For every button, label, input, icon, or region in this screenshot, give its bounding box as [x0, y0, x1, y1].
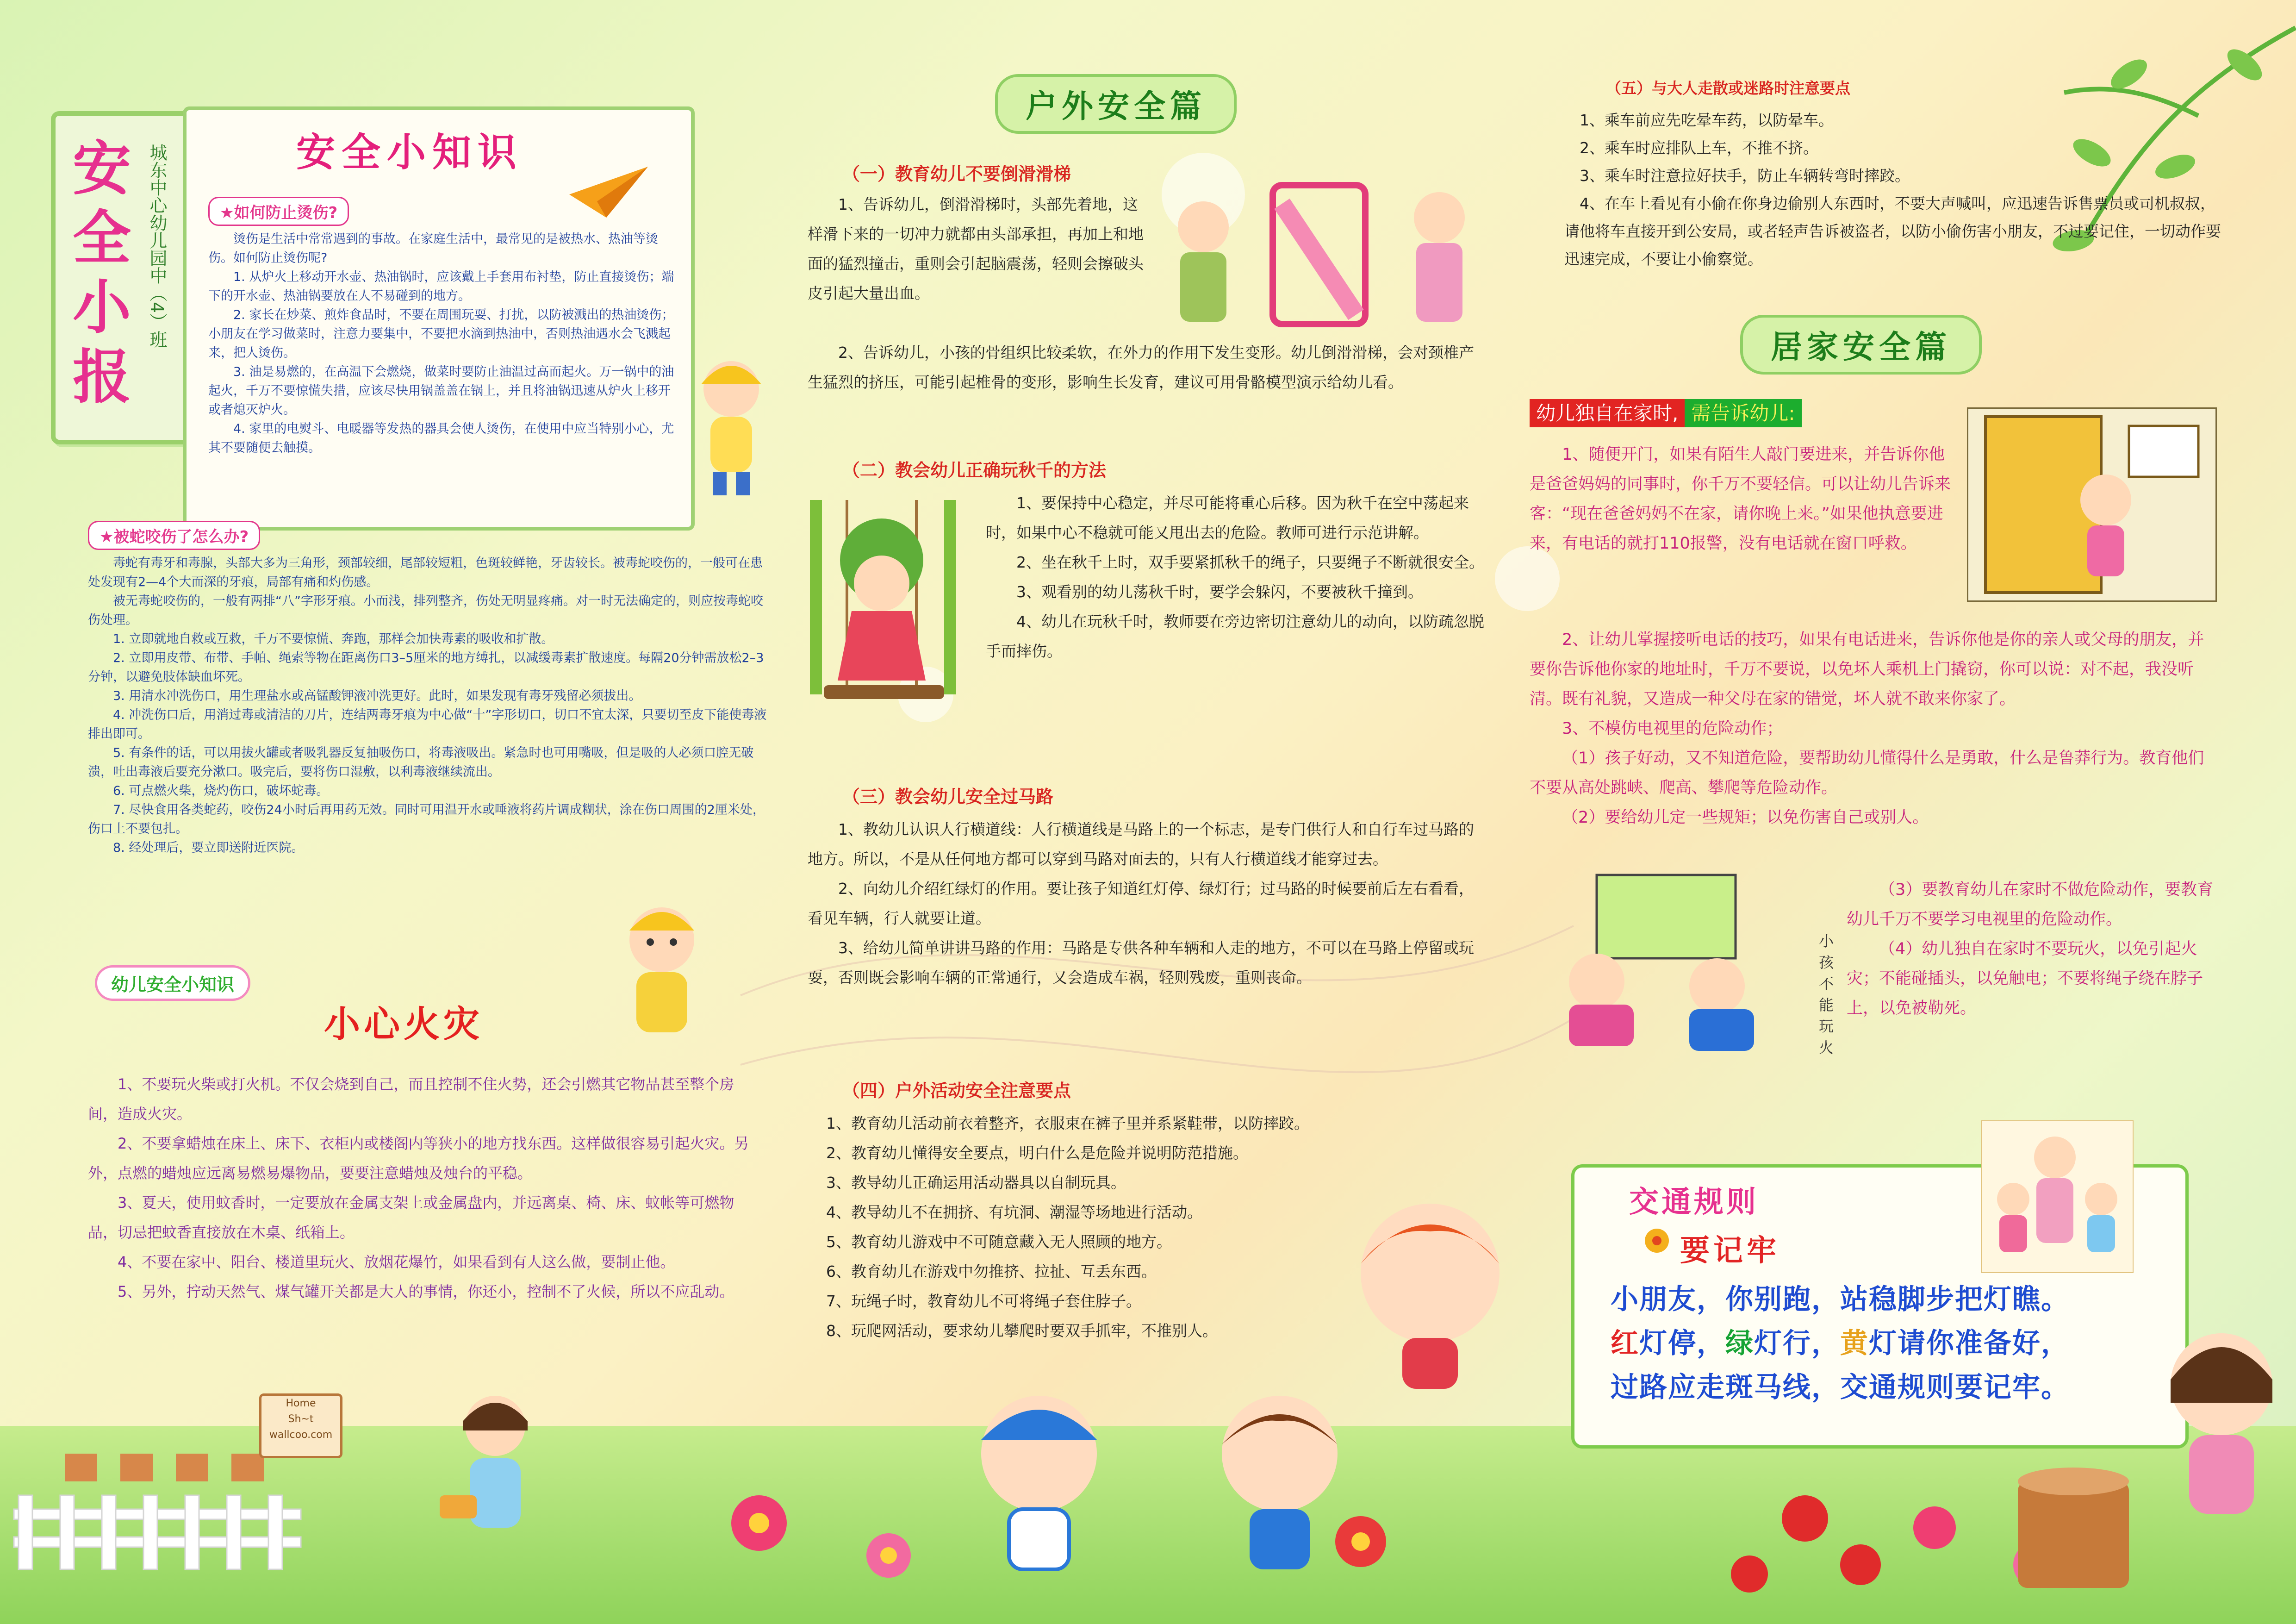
- snake-paragraph: 6. 可点燃火柴，烧灼伤口，破坏蛇毒。: [113, 784, 329, 798]
- road-paragraph: 3、给幼儿简单讲讲马路的作用：马路是专供各种车辆和人走的地方，不可以在马路上停留或玩耍，否则既会影响车辆的正常通行，又会造成车祸，轻则残废，重则丧命。: [808, 939, 1474, 987]
- watering-girl-illustration: [430, 1389, 560, 1565]
- slide-heading: （一）教育幼儿不要倒滑滑梯: [842, 164, 1071, 184]
- door-girl-illustration: [1967, 407, 2217, 602]
- adult-item: 3、乘车时注意拉好扶手，防止车辆转弯时摔跤。: [1580, 167, 1910, 185]
- slide-paragraph: 2、告诉幼儿，小孩的骨组织比较柔软，在外力的作用下发生变形。幼儿倒滑滑梯，会对颈椎产生猛烈的挤压，可能引起椎骨的变形，影响生长发育，建议可用骨骼模型演示给幼儿看。: [808, 344, 1474, 391]
- green-word: 绿: [1725, 1327, 1754, 1360]
- road-heading: （三）教会幼儿安全过马路: [842, 787, 1054, 807]
- wooden-sign: [259, 1393, 342, 1458]
- snake-paragraph: 3. 用清水冲洗伤口，用生理盐水或高锰酸钾液冲洗更好。此时，如果发现有毒牙残留必须拔出。: [113, 689, 641, 703]
- activity-item: 4、教导幼儿不在拥挤、有坑洞、潮湿等场地进行活动。: [826, 1203, 1202, 1221]
- home-tag-left: 幼儿独自在家时,: [1530, 399, 1685, 427]
- snake-paragraph: 2. 立即用皮带、布带、手帕、绳索等物在距离伤口3–5厘米的地方缚扎，以减缓毒素扩散速度。每隔20分钟需放松2–3分钟，以避免肢体缺血坏死。: [88, 651, 764, 684]
- boy-cap-illustration: [963, 1384, 1115, 1602]
- masthead-title: 安全小报: [73, 135, 131, 411]
- home-tag-right: 需告诉幼儿:: [1685, 399, 1801, 427]
- snake-paragraph: 毒蛇有毒牙和毒腺，头部大多为三角形，颈部较细，尾部较短粗，色斑较鲜艳，牙齿较长。被毒蛇咬伤的，一般可在患处发现有2—4个大而深的牙痕，局部有痛和灼伤感。: [88, 556, 763, 589]
- slide-section-top: [808, 190, 1148, 308]
- outdoor-banner: 户外安全篇: [995, 74, 1237, 134]
- burn-paragraph: 烫伤是生活中常常遇到的事故。在家庭生活中，最常见的是被热水、热油等烫伤。如何防止烫伤呢?: [208, 232, 658, 265]
- swing-frog-girl-illustration: [796, 491, 981, 750]
- swing-paragraph: 4、幼儿在玩秋千时，教师要在旁边密切注意幼儿的动向，以防疏忽脱手而摔伤。: [986, 612, 1484, 660]
- fire-section: [88, 1069, 764, 1306]
- family-illustration: [1981, 1120, 2134, 1273]
- snake-paragraph: 8. 经处理后，要立即送附近医院。: [113, 841, 304, 855]
- road-paragraph: 1、教幼儿认识人行横道线：人行横道线是马路上的一个标志，是专门供行人和自行车过马路的地方。所以，不是从任何地方都可以穿到马路对面去的，只有人行横道线才能穿过去。: [808, 820, 1474, 868]
- activity-item: 8、玩爬网活动，要求幼儿攀爬时要双手抓牢，不推别人。: [826, 1322, 1218, 1340]
- adult-heading: （五）与大人走散或迷路时注意要点: [1606, 79, 1850, 97]
- line2-a: 灯停，: [1639, 1327, 1725, 1360]
- activity-heading: （四）户外活动安全注意要点: [842, 1081, 1071, 1101]
- running-boy-illustration: [1203, 1384, 1356, 1602]
- outdoor-banner-wrap: [995, 74, 1237, 134]
- snake-paragraph: 1. 立即就地自救或互救，千万不要惊慌、奔跑，那样会加快毒素的吸收和扩散。: [113, 632, 554, 646]
- child-illustration: [685, 352, 778, 500]
- flower-icon: [1643, 1227, 1671, 1255]
- fire-title: 小心火灾: [324, 1004, 484, 1045]
- kids-playing-illustration: [1541, 866, 1773, 1069]
- snake-paragraph: 被无毒蛇咬伤的，一般有两排“八”字形牙痕。小而浅，排列整齐，伤处无明显疼痛。对一时无法确定的，则应按毒蛇咬伤处理。: [88, 594, 763, 627]
- home-paragraph: 1、随便开门，如果有陌生人敲门要进来，并告诉你他是爸爸妈妈的同事时，你千万不要轻信。可以让幼儿告诉来客：“现在爸爸妈妈不在家，请你晚上来。”如果他执意要进来，有电话的就打110报警，没有电话就在窗口呼救。: [1530, 445, 1951, 553]
- sign-line: wallcoo.com: [269, 1429, 333, 1441]
- home-paragraph: （4）幼儿独自在家时不要玩火，以免引起火灾；不能碰插头，以免触电；不要将绳子绕在脖子上，以免被勒死。: [1847, 940, 2203, 1018]
- traffic-title: 交通规则: [1629, 1185, 1759, 1219]
- adult-list: [1564, 106, 2221, 273]
- snake-paragraph: 7. 尽快食用各类蛇药，咬伤24小时后再用药无效。同时可用温开水或唾液将药片调成糊状，涂在伤口周围的2厘米处，伤口上不要包扎。: [88, 803, 765, 836]
- home-paragraph: （1）孩子好动，又不知道危险，要帮助幼儿懂得什么是勇敢，什么是鲁莽行为。教育他们不要从高处跳峡、爬高、攀爬等危险动作。: [1530, 749, 2204, 797]
- burn-paragraph: 4. 家里的电熨斗、电暖器等发热的器具会使人烫伤，在使用中应当特别小心，尤其不要随便去触摸。: [208, 422, 674, 455]
- fire-paragraph: 1、不要玩火柴或打火机。不仅会烧到自己，而且控制不住火势，还会引燃其它物品甚至整个房间，造成火灾。: [88, 1075, 734, 1123]
- traffic-line-3: 过路应走斑马线，交通规则要记牢。: [1611, 1371, 2070, 1404]
- traffic-poem: [1611, 1278, 2184, 1410]
- road-paragraph: 2、向幼儿介绍红绿灯的作用。要让孩子知道红灯停、绿灯行；过马路的时候要前后左右看看，看见车辆，行人就要让道。: [808, 880, 1474, 927]
- line2-b: 灯行，: [1754, 1327, 1840, 1360]
- road-section: [808, 815, 1488, 993]
- sign-line: Home: [286, 1398, 316, 1409]
- home-banner: 居家安全篇: [1740, 315, 1982, 375]
- yellow-word: 黄: [1840, 1327, 1869, 1360]
- slide-paragraph: 1、告诉幼儿，倒滑滑梯时，头部先着地，这样滑下来的一切冲力就都由头部承担，再加上和地面的猛烈撞击，重则会引起脑震荡，轻则会擦破头皮引起大量出血。: [808, 195, 1144, 302]
- swing-heading: （二）教会幼儿正确玩秋千的方法: [842, 460, 1107, 481]
- slide-family-illustration: [1157, 176, 1490, 333]
- snake-paragraph: 4. 冲洗伤口后，用消过毒或清洁的刀片，连结两毒牙痕为中心做“十”字形切口，切口不宜太深，只要切至皮下能使毒液排出即可。: [88, 708, 767, 741]
- sign-line: Sh~t: [288, 1413, 314, 1425]
- fire-tag: 幼儿安全小知识: [95, 965, 250, 1001]
- burn-paragraph: 2. 家长在炒菜、煎炸食品时，不要在周围玩耍、打扰，以防被溅出的热油烫伤；小朋友在学习做菜时，注意力要集中，不要把水滴到热油中，否则热油遇水会飞溅起来，把人烫伤。: [208, 308, 674, 360]
- adult-item: 2、乘车时应排队上车，不推不挤。: [1580, 139, 1818, 157]
- cheering-girl-illustration: [1333, 1185, 1527, 1403]
- activity-item: 7、玩绳子时，教育幼儿不可将绳子套住脖子。: [826, 1292, 1141, 1310]
- slide-section-bottom: [808, 338, 1488, 397]
- home-paragraph: 2、让幼儿掌握接听电话的技巧，如果有电话进来，告诉你他是你的亲人或父母的朋友，并要你告诉他你家的地址时，千万不要说，以免坏人乘机上门撬窃，你可以说：对不起，我没听清。既有礼貌，又造成一种父母在家的错觉，坏人就不敢来你家了。: [1530, 631, 2204, 708]
- home-paragraph: （2）要给幼儿定一些规矩；以免伤害自己或别人。: [1562, 808, 1929, 827]
- knowledge-title: 安全小知识: [296, 130, 523, 175]
- traffic-line-1: 小朋友，你别跑，站稳脚步把灯瞧。: [1611, 1283, 2070, 1316]
- activity-item: 3、教导幼儿正确运用活动器具以自制玩具。: [826, 1174, 1126, 1192]
- snake-section: [88, 521, 768, 857]
- activity-item: 6、教育幼儿在游戏中勿推挤、拉扯、互丢东西。: [826, 1262, 1157, 1280]
- fire-paragraph: 4、不要在家中、阳台、楼道里玩火、放烟花爆竹，如果看到有人这么做，要制止他。: [118, 1253, 675, 1271]
- masthead-subtitle: 城东中心幼儿园中（4）班: [147, 144, 167, 349]
- home-section-mid: [1530, 625, 2210, 832]
- home-section-bottom: [1847, 875, 2217, 1023]
- snake-question: ★被蛇咬伤了怎么办?: [88, 521, 260, 550]
- home-paragraph: 3、不模仿电视里的危险动作；: [1562, 719, 1783, 738]
- traffic-subtitle: 要记牢: [1680, 1234, 1780, 1268]
- sitting-girl-illustration: [2152, 1324, 2291, 1546]
- burn-paragraph: 1. 从炉火上移动开水壶、热油锅时，应该戴上手套用布衬垫，防止直接烫伤；端下的开水壶、热油锅要放在人不易碰到的地方。: [208, 270, 674, 303]
- swing-paragraph: 1、要保持中心稳定，并尽可能将重心后移。因为秋千在空中荡起来时，如果中心不稳就可能又甩出去的危险。教师可进行示范讲解。: [986, 494, 1469, 542]
- fire-paragraph: 5、另外，拧动天然气、煤气罐开关都是大人的事情，你还小，控制不了火候，所以不应乱动。: [118, 1283, 734, 1300]
- snake-paragraph: 5. 有条件的话，可以用拔火罐或者吸乳器反复抽吸伤口，将毒液吸出。紧急时也可用嘴吸，但是吸的人必须口腔无破溃，吐出毒液后要充分漱口。吸完后，要将伤口湿敷，以利毒液继续流出。: [88, 746, 754, 779]
- traffic-line-2: [1611, 1322, 2184, 1366]
- activity-item: 5、教育幼儿游戏中不可随意藏入无人照顾的地方。: [826, 1233, 1172, 1251]
- burn-section: [208, 197, 676, 457]
- home-banner-wrap: [1740, 315, 1982, 375]
- burn-paragraph: 3. 油是易燃的，在高温下会燃烧，做菜时要防止油温过高而起火。万一锅中的油起火，千万不要惊慌失措，应该尽快用锅盖盖在锅上，并且将油锅迅速从炉火上移开或者熄灭炉火。: [208, 365, 674, 417]
- adult-item: 1、乘车前应先吃晕车药，以防晕车。: [1580, 111, 1834, 129]
- adult-item: 4、在车上看见有小偷在你身边偷别人东西时，不要大声喊叫，应迅速告诉售票员或司机叔叔，请他将车直接开到公安局，或者轻声告诉被盗者，以防小偷伤害小朋友，不过要记住，一切动作要迅速完成，不要让小偷察觉。: [1564, 194, 2221, 268]
- burn-question: ★如何防止烫伤?: [208, 197, 349, 226]
- home-paragraph: （3）要教育幼儿在家时不做危险动作，要教育幼儿千万不要学习电视里的危险动作。: [1847, 881, 2214, 929]
- home-section-top: [1530, 440, 1955, 558]
- fire-paragraph: 2、不要拿蜡烛在床上、床下、衣柜内或楼阁内等狭小的地方找东西。这样做很容易引起火灾。另外，点燃的蜡烛应远离易燃易爆物品，要要注意蜡烛及烛台的平稳。: [88, 1135, 749, 1182]
- swing-section: [986, 488, 1488, 666]
- line2-c: 灯请你准备好，: [1869, 1327, 2070, 1360]
- home-tag: [1530, 398, 1802, 426]
- girl-illustration: [606, 898, 717, 1046]
- red-word: 红: [1611, 1327, 1639, 1360]
- activity-item: 1、教育幼儿活动前衣着整齐，衣服束在裤子里并系紧鞋带，以防摔跤。: [826, 1114, 1309, 1132]
- swing-paragraph: 3、观看别的幼儿荡秋千时，要学会躲闪，不要被秋千撞到。: [1016, 583, 1423, 601]
- activity-item: 2、教育幼儿懂得安全要点，明白什么是危险并说明防范措施。: [826, 1144, 1248, 1162]
- play-fire-caption: 小孩不能玩火: [1819, 932, 1834, 1056]
- fire-paragraph: 3、夏天，使用蚊香时，一定要放在金属支架上或金属盘内，并远离桌、椅、床、蚊帐等可燃物品，切忌把蚊香直接放在木桌、纸箱上。: [88, 1194, 734, 1241]
- swing-paragraph: 2、坐在秋千上时，双手要紧抓秋千的绳子，只要绳子不断就很安全。: [1016, 553, 1484, 571]
